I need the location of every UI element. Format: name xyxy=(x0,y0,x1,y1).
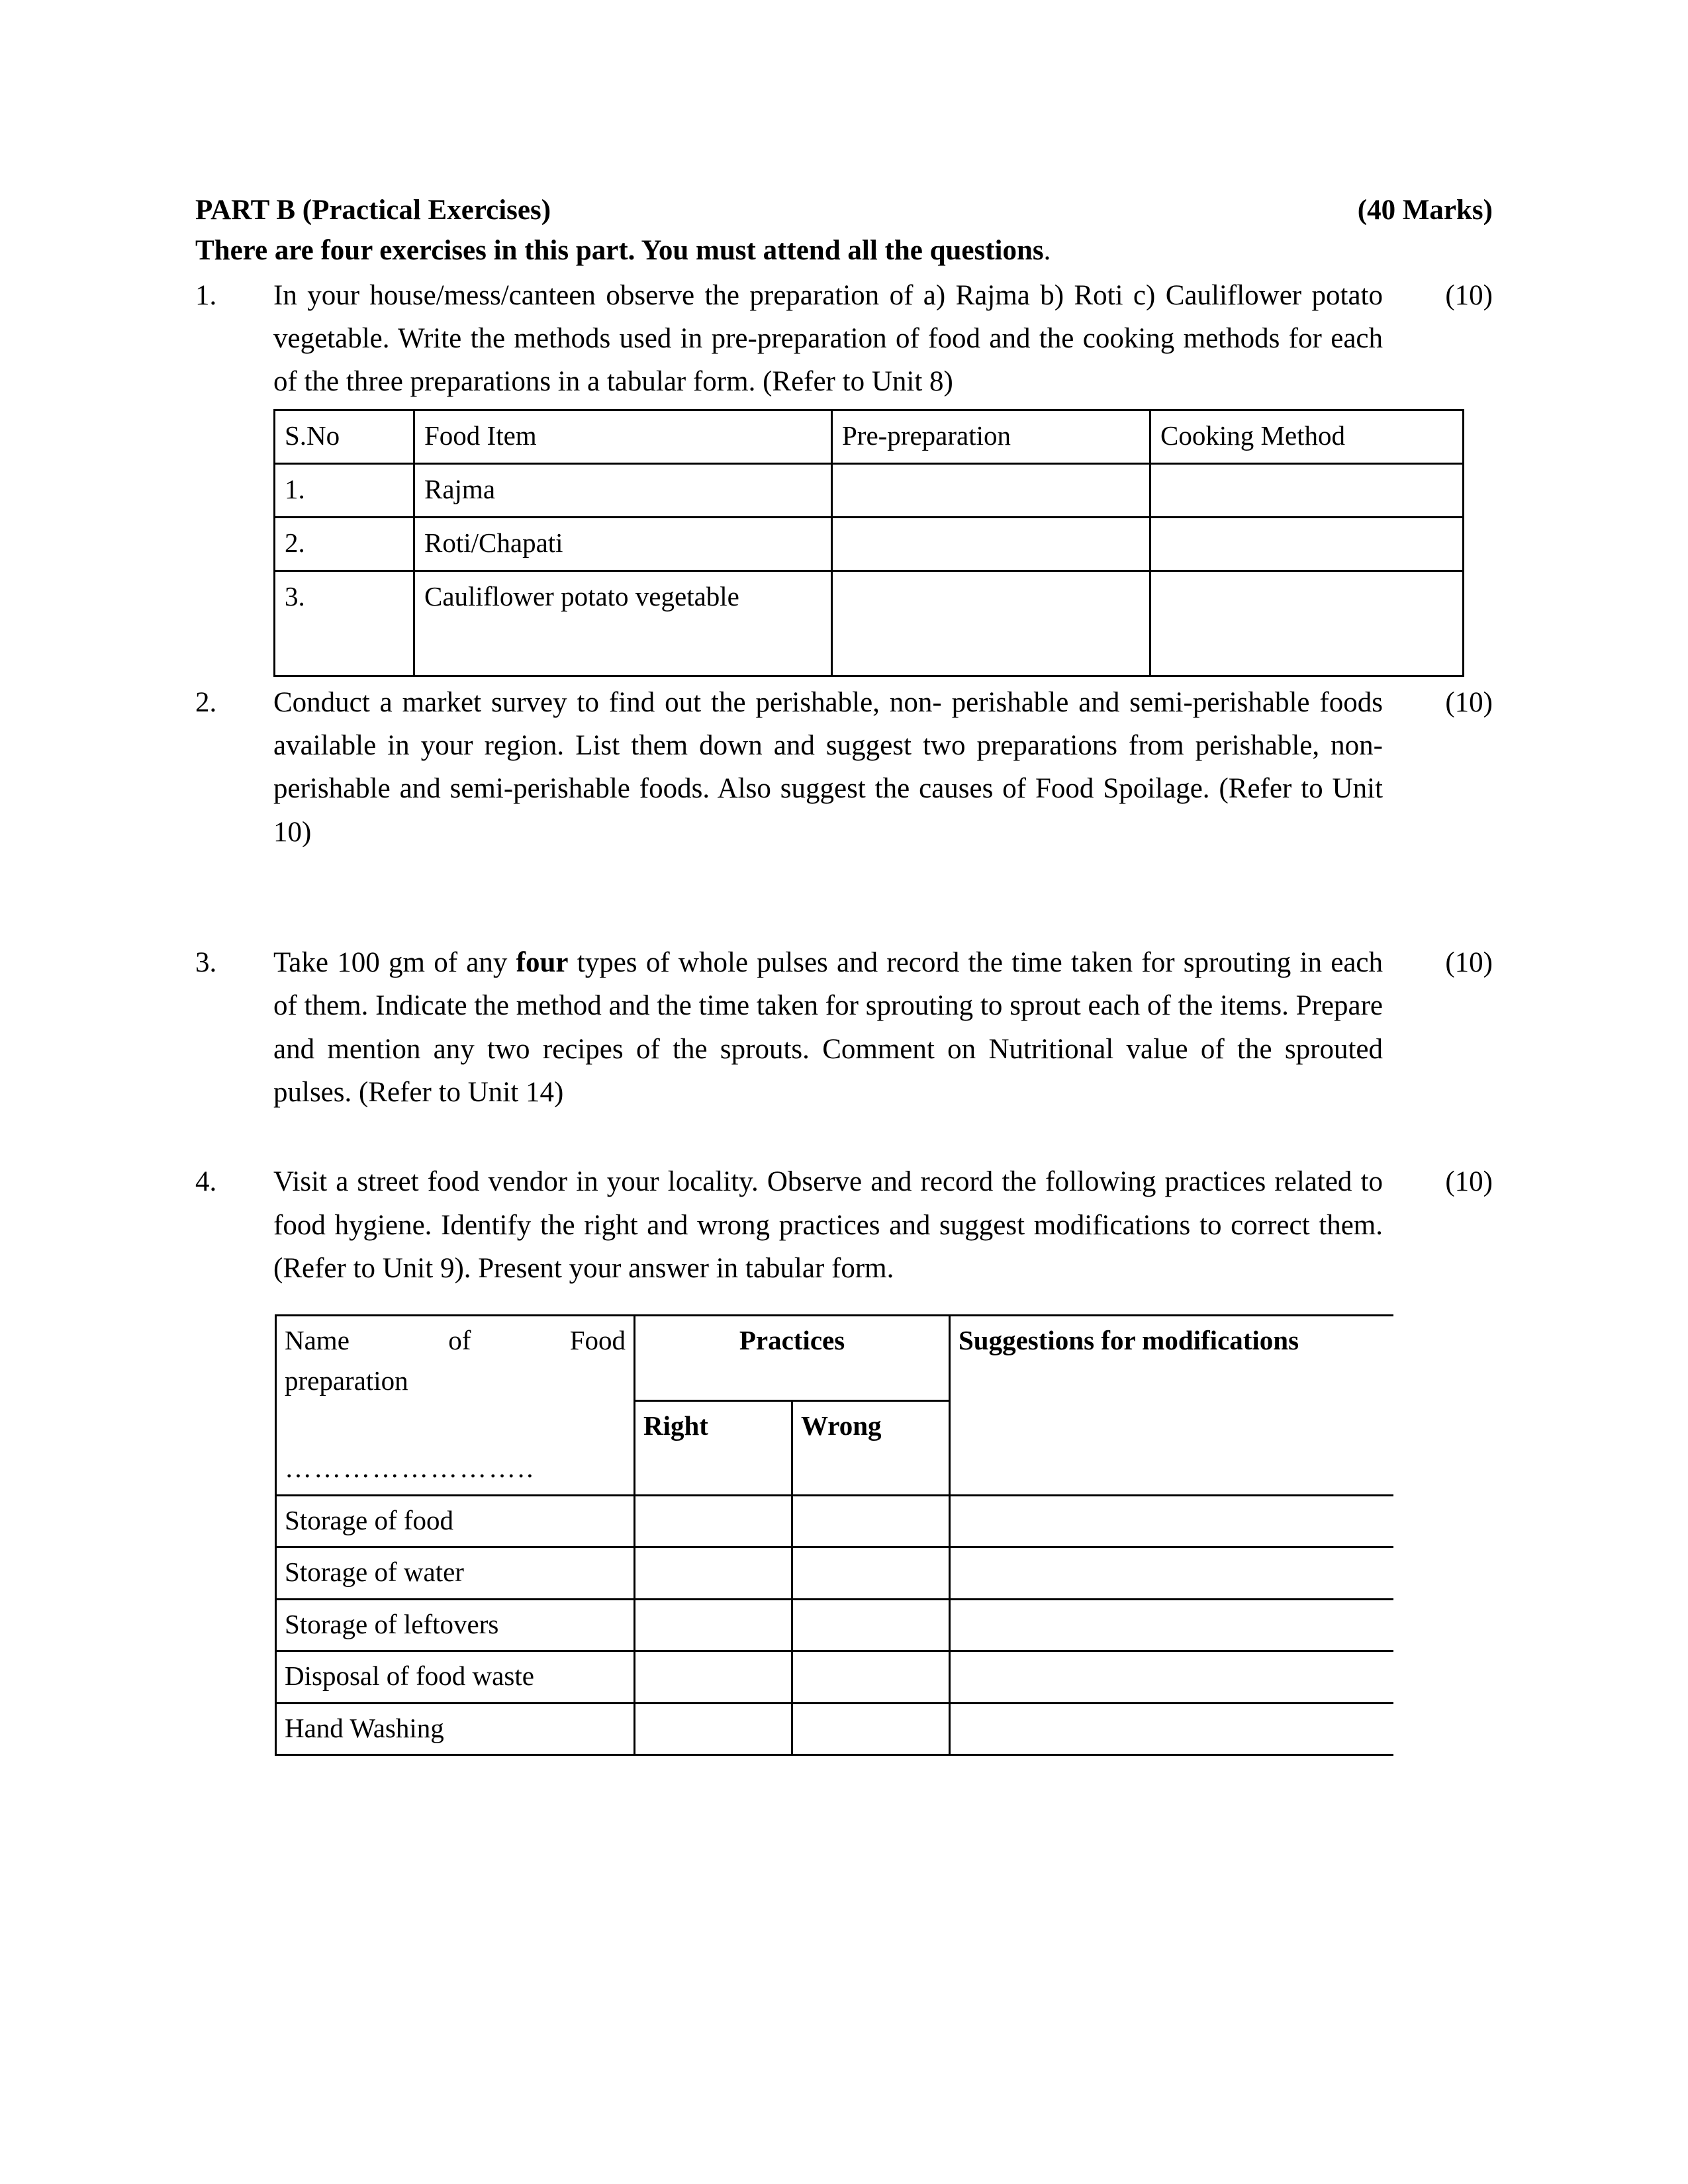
col-header-wrong: Wrong xyxy=(792,1400,950,1495)
cell-cooking-method[interactable] xyxy=(1150,570,1464,676)
header-word-of: of xyxy=(448,1324,471,1355)
cell-right[interactable] xyxy=(635,1703,792,1755)
part-instruction-bold: There are four exercises in this part. You must attend all the questions xyxy=(195,234,1044,266)
col-header-sno: S.No xyxy=(275,410,414,463)
question-4-number: 4. xyxy=(195,1166,217,1198)
part-total-marks: (40 Marks) xyxy=(1357,195,1493,226)
cell-wrong[interactable] xyxy=(792,1547,950,1600)
cell-wrong[interactable] xyxy=(792,1599,950,1651)
cell-suggestion[interactable] xyxy=(950,1599,1394,1651)
col-header-right: Right xyxy=(635,1400,792,1495)
cell-right[interactable] xyxy=(635,1547,792,1600)
question-2-number: 2. xyxy=(195,686,217,718)
cell-food-item: Rajma xyxy=(414,463,832,517)
cell-practice-label: Storage of water xyxy=(276,1547,635,1600)
col-header-practices: Practices xyxy=(635,1315,950,1400)
question-3-text xyxy=(273,941,1393,1114)
header-name-dotted-blank: …………………….. xyxy=(285,1452,536,1483)
cell-right[interactable] xyxy=(635,1599,792,1651)
cell-food-item: Roti/Chapati xyxy=(414,517,832,570)
cell-right[interactable] xyxy=(635,1495,792,1547)
question-1 xyxy=(195,274,1493,404)
question-1-text: In your house/mess/canteen observe the preparation of a) Rajma b) Roti c) Cauliflower potato vegetable. Write the methods used in pre-preparation of food and the cooking methods for each of the three preparations in a tabular form. (Refer to Unit 8) xyxy=(273,279,1383,398)
part-title: PART B (Practical Exercises) xyxy=(195,195,551,226)
cell-cooking-method[interactable] xyxy=(1150,463,1464,517)
col-header-suggestions: Suggestions for modifications xyxy=(950,1315,1394,1495)
question-4-text: Visit a street food vendor in your locality. Observe and record the following practices related to food hygiene. Identify the right and wrong practices and suggest modifications to correct them. (Refer to Unit 9). Present your answer in tabular form. xyxy=(273,1166,1383,1285)
part-instruction-period: . xyxy=(1043,234,1051,266)
cell-wrong[interactable] xyxy=(792,1651,950,1704)
question-3-text-part2: types of whole pulses and record the time taken for sprouting in each of them. Indicate the method and the time taken for sprouting to sprout each of the items. Prepare and mention any two recipes of the sprouts. Comment on Nutritional value of the sprouted pulses. (Refer to Unit 14) xyxy=(273,947,1383,1109)
question-3-marks: (10) xyxy=(1445,947,1493,979)
cell-food-item: Cauliflower potato vegetable xyxy=(414,570,832,676)
cell-pre-preparation[interactable] xyxy=(832,570,1150,676)
question-4 xyxy=(195,1160,1493,1290)
cell-practice-label: Disposal of food waste xyxy=(276,1651,635,1704)
cell-sno: 2. xyxy=(275,517,414,570)
table-row xyxy=(275,517,1464,570)
table-row xyxy=(276,1495,1394,1547)
question-3-number: 3. xyxy=(195,947,217,979)
part-instruction xyxy=(195,232,1493,270)
table-row xyxy=(276,1703,1394,1755)
cell-sno: 1. xyxy=(275,463,414,517)
question-1-marks: (10) xyxy=(1445,279,1493,311)
part-heading-row xyxy=(195,192,1493,230)
question-1-number: 1. xyxy=(195,279,217,311)
header-word-name: Name xyxy=(285,1324,350,1355)
header-word-food: Food xyxy=(569,1324,626,1355)
col-header-food-item: Food Item xyxy=(414,410,832,463)
cell-pre-preparation[interactable] xyxy=(832,463,1150,517)
question-3-text-part1: Take 100 gm of any xyxy=(273,947,516,979)
question-2 xyxy=(195,681,1493,854)
cell-sno: 3. xyxy=(275,570,414,676)
col-header-pre-preparation: Pre-preparation xyxy=(832,410,1150,463)
cell-practice-label: Hand Washing xyxy=(276,1703,635,1755)
cell-wrong[interactable] xyxy=(792,1703,950,1755)
table-row xyxy=(276,1547,1394,1600)
header-name-line2: preparation xyxy=(285,1365,408,1396)
question-2-text: Conduct a market survey to find out the perishable, non- perishable and semi-perishable foods available in your region. List them down and suggest two preparations from perishable, non-perishable and semi-perishable foods. Also suggest the causes of Food Spoilage. (Refer to Unit 10) xyxy=(273,686,1383,848)
cell-right[interactable] xyxy=(635,1651,792,1704)
table-row xyxy=(275,570,1464,676)
col-header-cooking-method: Cooking Method xyxy=(1150,410,1464,463)
question-2-marks: (10) xyxy=(1445,686,1493,718)
cell-cooking-method[interactable] xyxy=(1150,517,1464,570)
question-3 xyxy=(195,941,1493,1114)
header-name-words xyxy=(285,1320,626,1361)
food-hygiene-table-wrapper xyxy=(275,1314,1393,1756)
cell-pre-preparation[interactable] xyxy=(832,517,1150,570)
cell-suggestion[interactable] xyxy=(950,1495,1394,1547)
table-row xyxy=(276,1651,1394,1704)
question-4-marks: (10) xyxy=(1445,1166,1493,1198)
food-preparation-table-wrapper xyxy=(273,409,1380,677)
table-row xyxy=(275,463,1464,517)
cell-suggestion[interactable] xyxy=(950,1651,1394,1704)
cell-practice-label: Storage of food xyxy=(276,1495,635,1547)
question-3-text-emphasis: four xyxy=(516,947,569,979)
page-content xyxy=(195,192,1493,1756)
cell-practice-label: Storage of leftovers xyxy=(276,1599,635,1651)
cell-wrong[interactable] xyxy=(792,1495,950,1547)
table-header-row xyxy=(275,410,1464,463)
table-header-row-top xyxy=(276,1315,1394,1400)
cell-suggestion[interactable] xyxy=(950,1703,1394,1755)
cell-suggestion[interactable] xyxy=(950,1547,1394,1600)
food-hygiene-table xyxy=(275,1314,1393,1756)
table-row xyxy=(276,1599,1394,1651)
col-header-name-of-food-preparation xyxy=(276,1315,635,1495)
food-preparation-table xyxy=(273,409,1464,677)
